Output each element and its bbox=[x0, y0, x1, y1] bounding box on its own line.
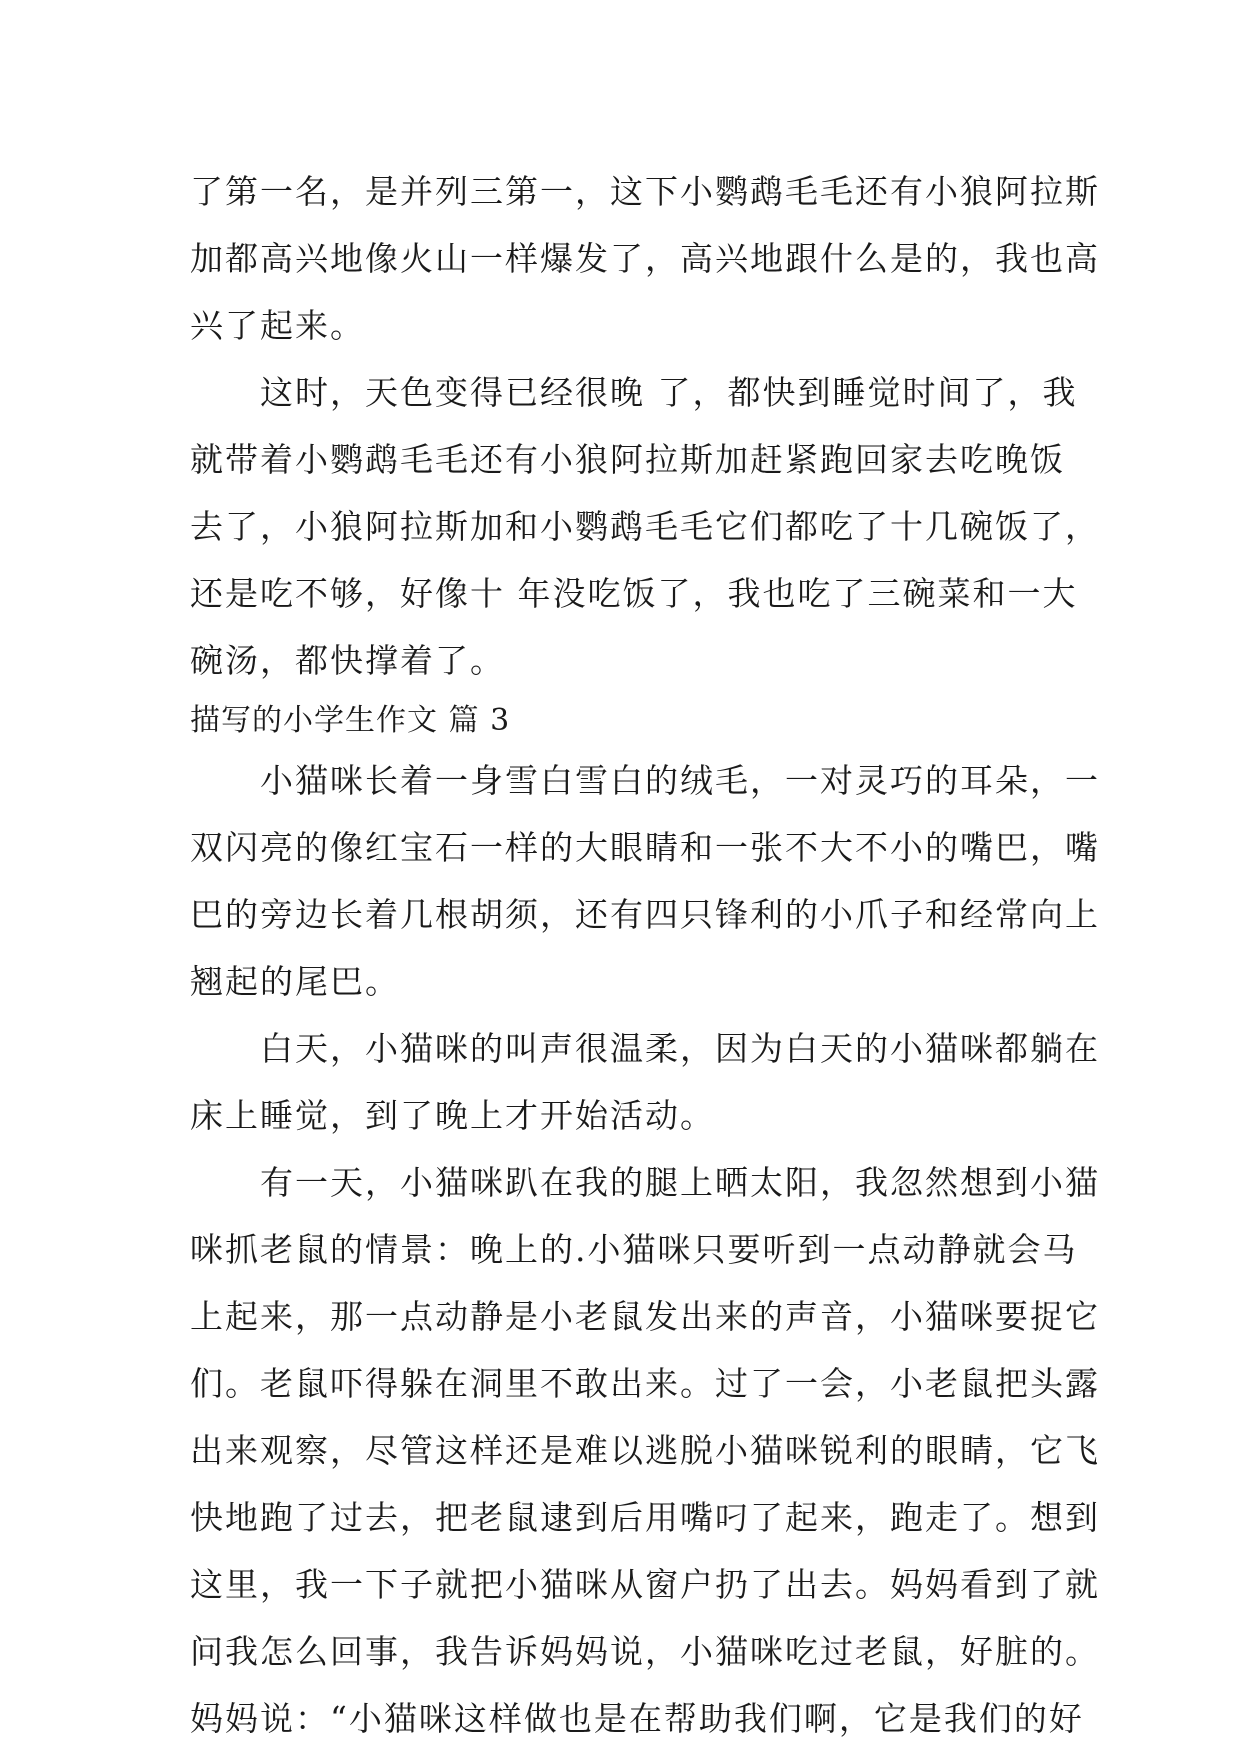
text-line: 碗汤，都快撑着了。 bbox=[190, 641, 505, 680]
text-line: 小猫咪长着一身雪白雪白的绒毛，一对灵巧的耳朵，一 bbox=[260, 761, 1100, 800]
text-line: 快地跑了过去，把老鼠逮到后用嘴叼了起来，跑走了。想到 bbox=[190, 1498, 1100, 1537]
text-line: 白天，小猫咪的叫声很温柔，因为白天的小猫咪都躺在 bbox=[260, 1029, 1100, 1068]
text-line: 还是吃不够，好像十 年没吃饭了，我也吃了三碗菜和一大 bbox=[190, 574, 1078, 613]
text-line: 妈妈说：“小猫咪这样做也是在帮助我们啊，它是我们的好 bbox=[190, 1699, 1084, 1738]
text-line: 了第一名，是并列三第一，这下小鹦鹉毛毛还有小狼阿拉斯 bbox=[190, 172, 1100, 211]
text-line: 咪抓老鼠的情景：晚上的.小猫咪只要听到一点动静就会马 bbox=[190, 1230, 1078, 1269]
text-line: 这里，我一下子就把小猫咪从窗户扔了出去。妈妈看到了就 bbox=[190, 1565, 1100, 1604]
text-line: 兴了起来。 bbox=[190, 306, 365, 345]
paragraph-4 bbox=[190, 1015, 1100, 1149]
text-line: 问我怎么回事，我告诉妈妈说，小猫咪吃过老鼠，好脏的。 bbox=[190, 1632, 1100, 1671]
text-line: 床上睡觉，到了晚上才开始活动。 bbox=[190, 1096, 715, 1135]
text-line: 加都高兴地像火山一样爆发了，高兴地跟什么是的，我也高 bbox=[190, 239, 1100, 278]
text-line: 出来观察，尽管这样还是难以逃脱小猫咪锐利的眼睛，它飞 bbox=[190, 1431, 1100, 1470]
paragraph-1 bbox=[190, 158, 1100, 359]
essay-body bbox=[190, 158, 1100, 1752]
text-line: 们。老鼠吓得躲在洞里不敢出来。过了一会，小老鼠把头露 bbox=[190, 1364, 1100, 1403]
text-line: 双闪亮的像红宝石一样的大眼睛和一张不大不小的嘴巴，嘴 bbox=[190, 828, 1100, 867]
section-heading: 描写的小学生作文 篇 3 bbox=[190, 703, 511, 738]
paragraph-5 bbox=[190, 1149, 1100, 1752]
text-line: 去了，小狼阿拉斯加和小鹦鹉毛毛它们都吃了十几碗饭了， bbox=[190, 507, 1100, 546]
text-line: 这时，天色变得已经很晚 了，都快到睡觉时间了，我 bbox=[260, 373, 1078, 412]
text-line: 巴的旁边长着几根胡须，还有四只锋利的小爪子和经常向上 bbox=[190, 895, 1100, 934]
text-line: 上起来，那一点动静是小老鼠发出来的声音，小猫咪要捉它 bbox=[190, 1297, 1100, 1336]
text-line: 翘起的尾巴。 bbox=[190, 962, 400, 1001]
paragraph-2 bbox=[190, 359, 1100, 694]
text-line: 就带着小鹦鹉毛毛还有小狼阿拉斯加赶紧跑回家去吃晚饭 bbox=[190, 440, 1065, 479]
paragraph-3 bbox=[190, 747, 1100, 1015]
text-line: 有一天，小猫咪趴在我的腿上晒太阳，我忽然想到小猫 bbox=[260, 1163, 1100, 1202]
